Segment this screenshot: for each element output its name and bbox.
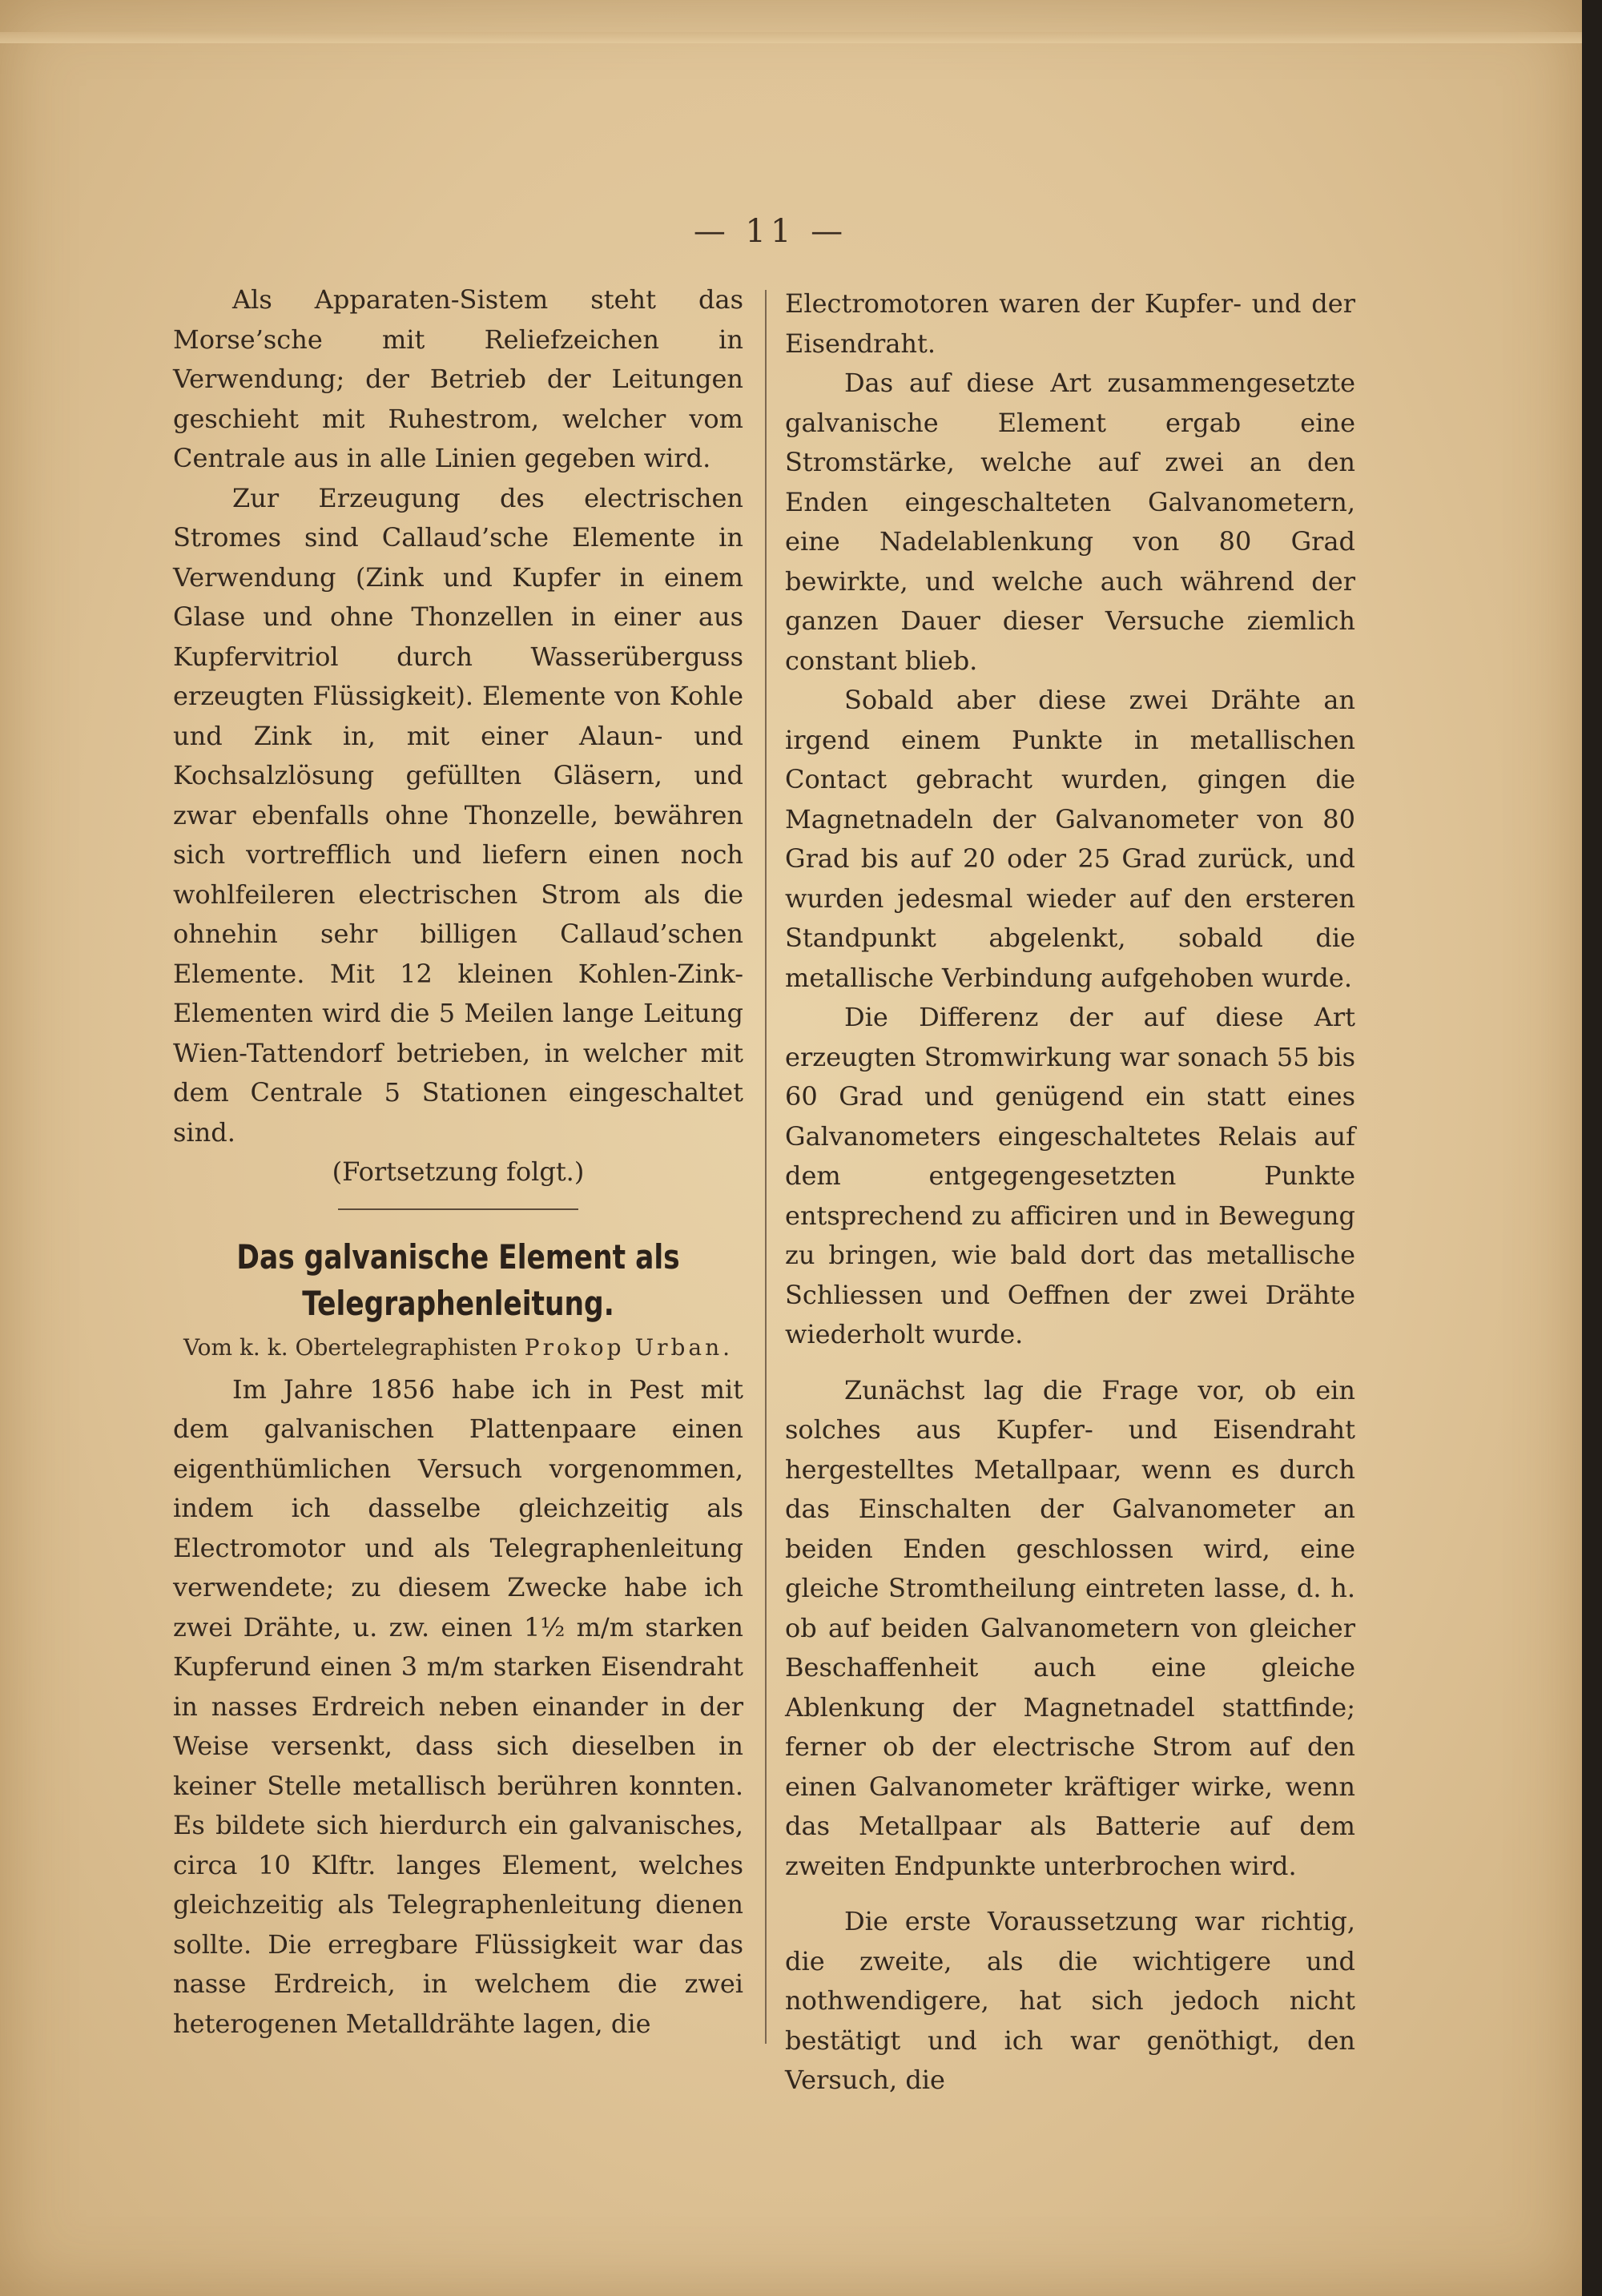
paper-fold [0,32,1582,43]
paragraph: Electromotoren waren der Kupfer- und der Eisendraht. [785,288,1355,359]
paragraph: Das auf diese Art zusammengesetzte galvanische Element ergab eine Stromstärke, welche auf zwei an den Enden eingeschalteten Galvanometern, eine Nadelablenkung von 80 Grad bewirkte, und welche auch während der ganzen Dauer dieser Versuche ziemlich constant blieb. [785,368,1355,676]
byline [173,1332,743,1364]
byline-prefix: Vom k. k. Obertelegraphisten [183,1333,517,1361]
paragraph: Als Apparaten-Sistem steht das Morse’sche mit Reliefzeichen in Verwendung; der Betrieb der Leitungen geschieht mit Ruhestrom, welcher vom Centrale aus in alle Linien gegeben wird. [173,284,743,473]
paragraph: Im Jahre 1856 habe ich in Pest mit dem galvanischen Plattenpaare einen eigenthümlichen Versuch vorgenommen, indem ich dasselbe gleichzeitig als Electromotor und als Telegraphenleitung verwendete; zu diesem Zwecke habe ich zwei Drähte, u. zw. einen 1½ m/m starken Kupferund einen 3 m/m starken Eisendraht in nasses Erdreich neben einander in der Weise versenkt, dass sich dieselben in keiner Stelle metallisch berühren konnten. Es bildete sich hierdurch ein galvanisches, circa 10 Klftr. langes Element, welches gleichzeitig als Telegraphenleitung dienen sollte. Die erregbare Flüssigkeit war das nasse Erdreich, in welchem die zwei heterogenen Metalldrähte lagen, die [173,1373,743,2039]
page-number: — 11 — [693,213,848,250]
paragraph: Sobald aber diese zwei Drähte an irgend einem Punkte in metallischen Contact gebracht wurden, gingen die Magnetnadeln der Galvanometer von 80 Grad bis auf 20 oder 25 Grad zurück, und wurden jedesmal wieder auf den ersteren Standpunkt abgelenkt, sobald die metallische Verbindung aufgehoben wurde. [785,685,1355,993]
article-title: Das galvanische Element als Telegraphenleitung. [236,1236,680,1323]
paragraph: Die Differenz der auf diese Art erzeugten Stromwirkung war sonach 55 bis 60 Grad und genügend ein statt eines Galvanometers eingeschaltetes Relais auf dem entgegengesetzten Punkte entsprechend zu afficiren und in Bewegung zu bringen, wie bald dort das metallische Schliessen und Oeffnen der zwei Drähte wiederholt wurde. [785,1002,1355,1349]
continuation-note: (Fortsetzung folgt.) [332,1156,585,1187]
paragraph: Zur Erzeugung des electrischen Stromes sind Callaud’sche Elemente in Verwendung (Zink und Kupfer in einem Glase und ohne Thonzellen in einer aus Kupfervitriol durch Wasserüberguss erzeugten Flüssigkeit). Elemente von Kohle und Zink in, mit einer Alaun- und Kochsalzlösung gefüllten Gläsern, und zwar ebenfalls ohne Thonzelle, bewähren sich vortrefflich und liefern einen noch wohlfeileren electrischen Strom als die ohnehin sehr billigen Callaud’schen Elemente. Mit 12 kleinen Kohlen-Zink-Elementen wird die 5 Meilen lange Leitung Wien-Tattendorf betrieben, in welcher mit dem Centrale 5 Stationen eingeschaltet sind. [173,482,743,1148]
paragraph: Die erste Voraussetzung war richtig, die zweite, als die wichtigere und nothwendigere, hat sich jedoch nicht bestätigt und ich war genöthigt, den Versuch, die [785,1906,1355,2095]
right-column [785,284,1355,2101]
left-column [173,280,743,2044]
column-rule [765,290,767,2044]
section-divider [338,1208,578,1210]
paragraph: Zunächst lag die Frage vor, ob ein solches aus Kupfer- und Eisendraht hergestelltes Metallpaar, wenn es durch das Einschalten der Galvanometer an beiden Enden geschlossen wird, eine gleiche Stromtheilung eintreten lasse, d. h. ob auf beiden Galvanometern von gleicher Beschaffenheit auch eine gleiche Ablenkung der Magnetnadel stattfinde; ferner ob der electrische Strom auf den einen Galvanometer kräftiger wirke, wenn das Metallpaar als Batterie auf dem zweiten Endpunkte unterbrochen wird. [785,1374,1355,1881]
byline-author: Prokop Urban. [524,1333,733,1361]
